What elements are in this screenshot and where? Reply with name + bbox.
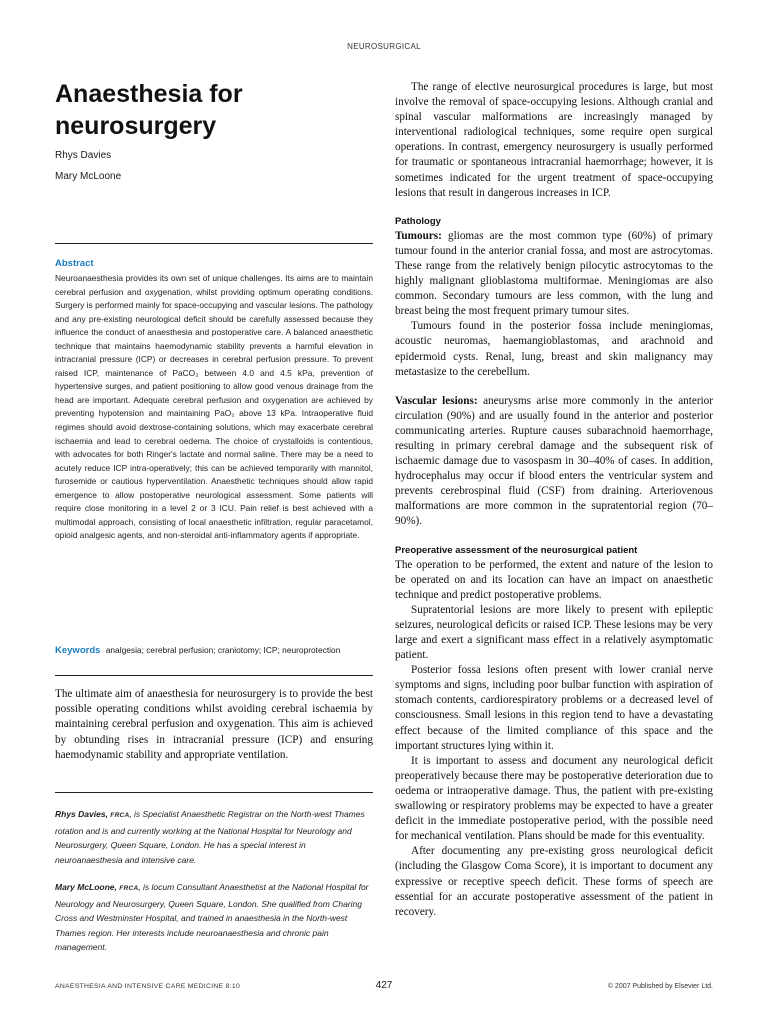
bio-text: is locum Consultant Anaesthetist at the National Hospital for Neurology and Neurosurgery, Queen Square, London. She qualified from Charing Cross and Westminster Hospital, and trained in anaesthesia in the North-west Thames region. Her interests include neuroanaesthesia and chronic pain management.: [55, 882, 369, 952]
author-bio-2: [55, 880, 373, 955]
abstract-text: Neuroanaesthesia provides its own set of unique challenges. Its aims are to maintain cerebral perfusion and oxygenation, whilst providing optimum operating conditions. Surgery is performed mainly for space-occupying and vascular lesions. The pathology and any pre-existing neurological deficit should be carefully assessed because they influence the conduct of anaesthesia and postoperative care. A balanced anaesthetic technique that maintains haemodynamic stability prevents a harmful elevation in intracranial pressure (ICP) or decreases in cerebral perfusion pressure. To prevent raised ICP, maintenance of PaCO₂ between 4.0 and 4.5 kPa, prevention of hypertensive surges, and patient positioning to allow good venous drainage from the head are important. Adequate cerebral perfusion and oxygenation are achieved by preventing hypotension and maintaining PaO₂ above 13 kPa. Intraoperative fluid regimes should avoid dextrose-containing solutions, which may exacerbate cerebral ischaemia and lead to cerebral oedema. The choice of crystalloids is contentious, with advocates for both Ringer's lactate and normal saline. There may be a need to acutely reduce ICP intra-operatively; this can be achieved temporarily with mannitol, furosemide or cautious hyperventilation. Anaesthetic techniques should allow rapid emergence to allow postoperative neurological assessment. Some patients will require close monitoring in a level 2 or 3 ICU. Pain relief is best achieved with a multimodal approach, consisting of local anaesthetic infiltration, regular paracetamol, opioid analgesic agents, and non-steroidal anti-inflammatory agents if appropriate.: [55, 273, 373, 541]
paragraph: Posterior fossa lesions often present with lower cranial nerve symptoms and signs, including poor bulbar function with aspiration of stomach contents, cardiorespiratory problems or a decreased level of consciousness. Small lesions in this region tend to have a devastating effect because of the limited compliance of this space and the important structures lying within it.: [395, 664, 713, 752]
article-title: [55, 78, 355, 142]
introduction-paragraph: The ultimate aim of anaesthesia for neurosurgery is to provide the best possible operating conditions whilst avoiding cerebral ischaemia by maintaining cerebral perfusion and oxygenation. This aim is achieved by obtunding rises in intracranial pressure (ICP) and ensuring haemodynamic stability and appropriate ventilation.: [55, 688, 373, 761]
keywords: [55, 644, 373, 657]
paragraph: Supratentorial lesions are more likely to present with epileptic seizures, neurological deficits or raised ICP. These lesions may be very large and exert a significant mass effect in a relatively asymptomatic patient.: [395, 603, 713, 662]
author-2: Mary McLoone: [55, 171, 122, 182]
tumours-text: gliomas are the most common type (60%) of primary tumour found in the anterior cranial fossa, and most are astrocytomas. These range from the relatively benign pilocytic astrocytomas to the highly malignant glioblastoma multiformae. Meningiomas are also common. Secondary tumours are less common, with the lung and breast being the most frequent primary tumour sites.: [395, 229, 713, 318]
title-line-1: Anaesthesia for: [55, 80, 243, 108]
keywords-text: analgesia; cerebral perfusion; craniotomy; ICP; neuroprotection: [105, 645, 341, 655]
runin-tumours: Tumours:: [395, 229, 442, 242]
paragraph: It is important to assess and document any neurological deficit preoperatively because there may be postoperative deterioration due to oedema or intraoperative damage. Thus, the patient with pre-existing swallowing or respiratory problems may be expected to have a greater deficit in the immediate postoperative period, with the possible need for mechanical ventilation. Plans should be made for this eventuality.: [395, 754, 713, 843]
paragraph: After documenting any pre-existing gross neurological deficit (including the Glasgow Coma Score), it is important to document any expressive or receptive speech deficit. These forms of speech are essential for an accurate postoperative assessment of the patient in recovery.: [395, 845, 713, 918]
paragraph: The range of elective neurosurgical procedures is large, but most involve the removal of space-occupying lesions. Although cranial and spinal vascular malformations are increasingly managed by interventional radiological techniques, some require open surgical operations. In contrast, emergency neurosurgery is usually performed for traumatic or spontaneous intracranial haemorrhage; however, it is sometimes indicated for the urgent treatment of space-occupying lesions that result in dangerous increases in ICP.: [395, 81, 713, 199]
vascular-text: aneurysms arise more commonly in the anterior circulation (90%) and are usually found in the anterior and posterior communicating arteries. Rupture causes subarachnoid haemorrhage, resulting in primary cerebral damage and the subsequent risk of ischaemic damage due to vasospasm in 30–40% of cases. In addition, hydrocephalus may occur if blood enters the ventricular system and prevents cerebrospinal fluid (CSF) from draining. Arteriovenous malformations are more common in the supratentorial region (70–90%).: [395, 394, 713, 528]
footer-journal: ANAESTHESIA AND INTENSIVE CARE MEDICINE 8:10: [55, 983, 241, 990]
author-bio-1: [55, 807, 373, 867]
abstract-heading: Abstract: [55, 258, 94, 269]
bio-name: Rhys Davies,: [55, 809, 108, 819]
divider: [55, 675, 373, 676]
running-head: NEUROSURGICAL: [347, 42, 421, 51]
bio-qualification: FRCA,: [110, 812, 132, 819]
bio-qualification: FRCA,: [119, 885, 141, 892]
divider: [55, 243, 373, 244]
bio-text: is Specialist Anaesthetic Registrar on the North-west Thames rotation and is and currently working at the National Hospital for Neurology and Neurosurgery, Queen Square, London. He has a special interest in neuroanaesthesia and intensive care.: [55, 809, 365, 865]
page-number: 427: [375, 980, 393, 991]
right-column: [395, 80, 713, 920]
keywords-label: Keywords: [55, 645, 101, 656]
runin-vascular: Vascular lesions:: [395, 394, 478, 407]
paragraph: Tumours found in the posterior fossa include meningiomas, acoustic neuromas, haemangioblastomas, and arachnoid and epidermoid cysts. Renal, lung, breast and skin malignancy may metastasize to the cerebellum.: [395, 320, 713, 378]
paragraph-tumours: [395, 229, 713, 320]
bio-name: Mary McLoone,: [55, 882, 117, 892]
divider: [55, 792, 373, 793]
paragraph-vascular: [395, 394, 713, 530]
author-1: Rhys Davies: [55, 150, 112, 161]
section-heading-pathology: Pathology: [395, 215, 441, 227]
footer-copyright: © 2007 Published by Elsevier Ltd.: [607, 983, 713, 990]
paragraph: The operation to be performed, the extent and nature of the lesion to be operated on and its location can have an impact on anaesthetic technique and predict postoperative problems.: [395, 558, 713, 601]
title-line-2: neurosurgery: [55, 112, 217, 140]
section-heading-preop: Preoperative assessment of the neurosurgical patient: [395, 544, 638, 556]
